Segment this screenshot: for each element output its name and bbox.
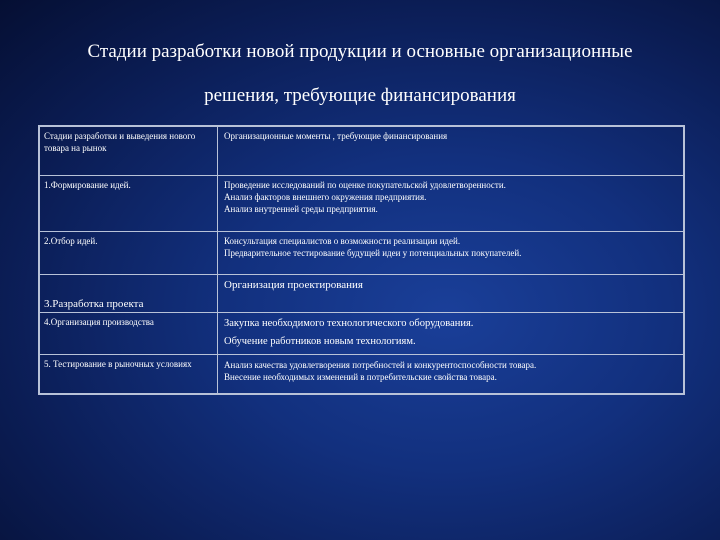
table-row-1-financing — [218, 176, 683, 232]
table-row-1-line-2: Анализ факторов внешнего окружения предприятия. — [224, 192, 427, 202]
table-row-2-line-2: Предварительное тестирование будущей идеи у потенциальных покупателей. — [224, 248, 522, 258]
table-row-2-line-1: Консультация специалистов о возможности реализации идей. — [224, 236, 461, 246]
table-row-4-financing — [218, 313, 683, 355]
slide-title — [30, 30, 690, 118]
table-row-5-stage: 5. Тестирование в рыночных условиях — [40, 355, 218, 395]
table-row-4-line-1: Закупка необходимого технологического оборудования. — [224, 318, 474, 329]
table-header-financing: Организационные моменты , требующие финансирования — [218, 127, 683, 176]
slide-title-line-2: решения, требующие финансирования — [204, 85, 516, 106]
table-row-5-line-2: Внесение необходимых изменений в потребительские свойства товара. — [224, 372, 497, 382]
table-row-3-financing — [218, 275, 683, 313]
table-row-1-line-3: Анализ внутренней среды предприятия. — [224, 204, 378, 214]
table-row-4-stage: 4.Организация производства — [40, 313, 218, 355]
table-row-3-line-1: Организация проектирования — [224, 279, 363, 291]
slide-title-line-1: Стадии разработки новой продукции и основные организационные — [87, 41, 633, 62]
table-row-2-financing — [218, 232, 683, 275]
table-row-1-stage: 1.Формирование идей. — [40, 176, 218, 232]
table-row-1-line-1: Проведение исследований по оценке покупательской удовлетворенности. — [224, 180, 506, 190]
table-row-4-line-2: Обучение работников новым технологиям. — [224, 336, 416, 347]
table-row-3-stage: 3.Разработка проекта — [40, 275, 218, 313]
table-header-stages: Стадии разработки и выведения нового товара на рынок — [40, 127, 218, 176]
table-row-5-line-1: Анализ качества удовлетворения потребностей и конкурентоспособности товара. — [224, 360, 537, 370]
table-row-5-financing — [218, 355, 683, 395]
table-row-2-stage: 2.Отбор идей. — [40, 232, 218, 275]
stages-table — [38, 125, 685, 395]
